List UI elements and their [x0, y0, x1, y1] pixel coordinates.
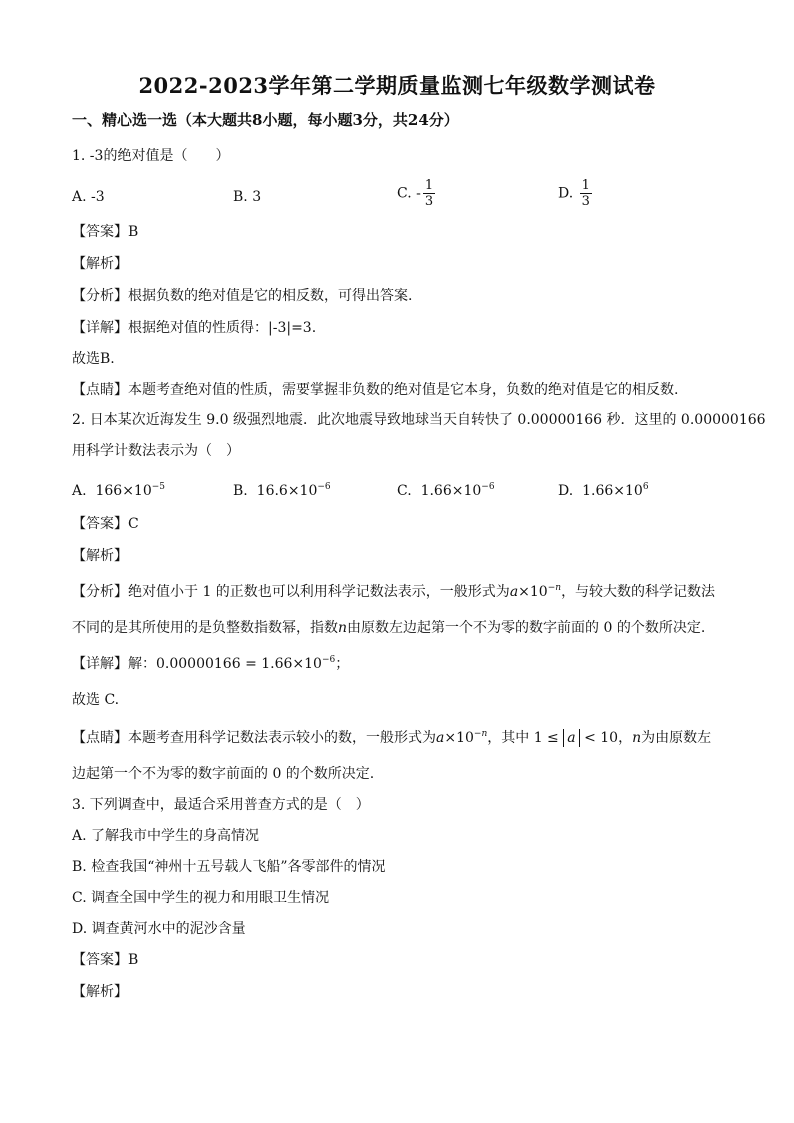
q1-comment: 【点睛】本题考查绝对值的性质，需要掌握非负数的绝对值是它本身，负数的绝对值是它的相反数. — [72, 382, 679, 398]
text-segment: ，其中 — [487, 730, 530, 746]
q2-option-d — [558, 481, 649, 501]
q3-option-a: A. 了解我市中学生的身高情况 — [72, 828, 260, 844]
math-variable: a — [436, 730, 445, 746]
q1-option-c-label: C. - — [397, 185, 421, 202]
q2-option-d-label: D. — [558, 483, 574, 499]
q2-stem-line2: 用科学计数法表示为（ ） — [72, 443, 240, 459]
math-exponent: −n — [473, 729, 488, 739]
q2-option-c-exponent: −6 — [481, 482, 495, 492]
math-text: ×10 — [518, 584, 548, 600]
q1-answer: 【答案】B — [72, 224, 139, 240]
q3-jiexi: 【解析】 — [72, 984, 128, 1000]
q2-analysis-line2 — [72, 618, 705, 638]
q2-option-b-label: B. — [233, 483, 248, 499]
fraction — [423, 178, 435, 209]
fraction-numerator: 1 — [424, 178, 434, 193]
q2-option-c-base: 1.66×10 — [420, 483, 482, 499]
q2-jiexi: 【解析】 — [72, 548, 128, 564]
q2-option-b-base: 16.6×10 — [256, 483, 318, 499]
q1-analysis: 【分析】根据负数的绝对值是它的相反数，可得出答案. — [72, 288, 413, 304]
q2-option-a-base: 166×10 — [95, 483, 152, 499]
text-segment: 为由原数左 — [641, 730, 712, 746]
text-segment: 【分析】绝对值小于 1 的正数也可以利用科学记数法表示，一般形式为 — [72, 584, 510, 600]
fraction-denominator: 3 — [424, 194, 434, 209]
q1-option-b: B. 3 — [233, 189, 262, 205]
q3-option-c: C. 调查全国中学生的视力和用眼卫生情况 — [72, 890, 330, 906]
q2-option-a-label: A. — [72, 483, 87, 499]
fraction-numerator: 1 — [581, 178, 590, 193]
q3-stem: 3. 下列调查中，最适合采用普查方式的是（ ） — [72, 797, 370, 813]
q2-stem-line1: 2. 日本某次近海发生 9.0 级强烈地震．此次地震导致地球当天自转快了 0.00000166 秒．这里的 0.00000166 — [72, 412, 766, 428]
q2-comment-line1 — [72, 728, 711, 748]
q2-option-c — [397, 481, 495, 501]
math-text: < 10 — [584, 730, 619, 746]
q2-option-b-exponent: −6 — [317, 482, 331, 492]
text-segment: 【点睛】本题考查用科学记数法表示较小的数，一般形式为 — [72, 730, 436, 746]
q1-option-c — [397, 178, 435, 209]
q1-jiexi: 【解析】 — [72, 256, 128, 272]
math-variable: n — [632, 730, 642, 746]
q2-conclusion: 故选 C. — [72, 692, 120, 708]
q1-option-a: A. -3 — [72, 189, 105, 205]
text-segment: ， — [618, 730, 633, 746]
q1-conclusion: 故选B. — [72, 351, 115, 367]
text-segment: 不同的是其所使用的是负整数指数幂，指数 — [72, 620, 338, 636]
q2-option-a-exponent: −5 — [151, 482, 166, 492]
fraction — [580, 178, 592, 209]
fraction-denominator: 3 — [581, 194, 590, 209]
math-exponent: −6 — [321, 655, 336, 665]
q1-stem: 1. -3的绝对值是（ ） — [72, 148, 230, 164]
page-title: 2022-2023学年第二学期质量监测七年级数学测试卷 — [138, 73, 656, 98]
text-segment: 由原数左边起第一个不为零的数字前面的 0 的个数所决定. — [347, 620, 706, 636]
q1-detail: 【详解】根据绝对值的性质得：|-3|=3. — [72, 320, 317, 336]
math-text: 1 ≤ — [533, 730, 559, 746]
q2-analysis-line1 — [72, 582, 715, 602]
text-segment: ，与较大数的科学记数法 — [561, 584, 716, 600]
q2-option-d-exponent: 6 — [642, 482, 649, 492]
q1-option-d — [558, 178, 592, 209]
text-segment: 【详解】解：0.00000166 = 1.66×10 — [72, 656, 322, 672]
section-heading: 一、精心选一选（本大题共8小题，每小题3分，共24分） — [72, 111, 459, 129]
q2-option-b — [233, 481, 331, 501]
q3-option-b: B. 检查我国“神州十五号载人飞船”各零部件的情况 — [72, 859, 386, 875]
q2-detail — [72, 654, 349, 674]
q2-option-a — [72, 481, 165, 501]
math-text: ×10 — [444, 730, 474, 746]
q2-option-c-label: C. — [397, 483, 412, 499]
q3-answer: 【答案】B — [72, 952, 139, 968]
q2-option-d-base: 1.66×10 — [582, 483, 643, 499]
math-variable: a — [509, 584, 519, 600]
q1-option-d-label: D. — [558, 185, 574, 202]
q2-answer: 【答案】C — [72, 516, 139, 532]
math-variable: n — [338, 620, 348, 636]
absolute-value: a — [563, 729, 579, 747]
text-segment: ； — [335, 656, 350, 672]
q2-comment-line2: 边起第一个不为零的数字前面的 0 的个数所决定. — [72, 766, 375, 782]
q3-option-d: D. 调查黄河水中的泥沙含量 — [72, 921, 246, 937]
math-exponent: −n — [547, 583, 562, 593]
